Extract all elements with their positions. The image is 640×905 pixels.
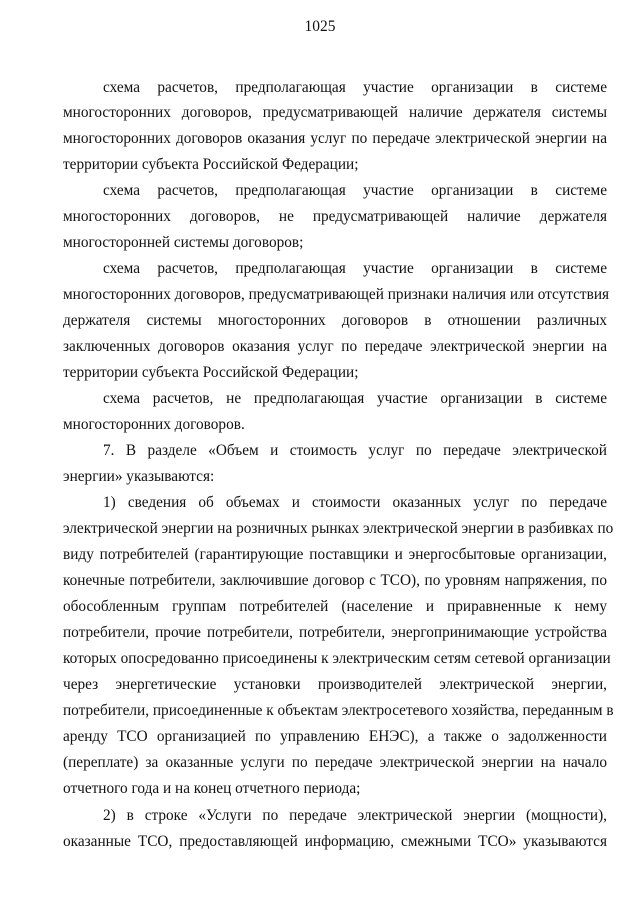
text-line: многосторонних договоров, не предусматривающей наличие держателя	[63, 208, 607, 225]
text-line: оказанные ТСО, предоставляющей информацию, смежными ТСО» указываются	[63, 833, 607, 850]
text-line: которых опосредованно присоединены к электрическим сетям сетевой организации	[63, 650, 611, 667]
text-line: 1) сведения об объемах и стоимости оказанных услуг по передаче	[103, 494, 607, 511]
text-line: держателя системы многосторонних договоров в отношении различных	[63, 312, 607, 329]
page-number: 1025	[304, 18, 336, 35]
text-line: энергии» указываются:	[63, 468, 215, 485]
text-line: конечные потребители, заключившие договор с ТСО), по уровням напряжения, по	[63, 572, 607, 589]
text-line: через энергетические установки производителей электрической энергии,	[63, 676, 607, 693]
text-line: территории субъекта Российской Федерации;	[63, 156, 359, 173]
text-line: 7. В разделе «Объем и стоимость услуг по передаче электрической	[103, 442, 607, 459]
text-line: схема расчетов, предполагающая участие организации в системе	[103, 182, 607, 199]
text-line: потребители, прочие потребители, потребители, энергопринимающие устройства	[63, 624, 607, 641]
text-line: многосторонних договоров оказания услуг по передаче электрической энергии на	[63, 130, 607, 147]
text-line: схема расчетов, предполагающая участие организации в системе	[103, 260, 607, 277]
text-line: потребители, присоединенные к объектам электросетевого хозяйства, переданным в	[63, 702, 614, 719]
text-line: многосторонней системы договоров;	[63, 234, 304, 251]
text-line: многосторонних договоров, предусматривающей признаки наличия или отсутствия	[63, 286, 610, 303]
text-line: территории субъекта Российской Федерации;	[63, 364, 359, 381]
text-line: электрической энергии на розничных рынках электрической энергии в разбивках по	[63, 520, 614, 537]
text-line: виду потребителей (гарантирующие поставщики и энергосбытовые организации,	[63, 546, 607, 563]
text-line: 2) в строке «Услуги по передаче электрической энергии (мощности),	[103, 807, 607, 824]
text-line: многосторонних договоров.	[63, 416, 245, 433]
text-line: схема расчетов, не предполагающая участие организации в системе	[103, 390, 607, 407]
text-line: аренду ТСО организацией по управлению ЕНЭС), а также о задолженности	[63, 728, 607, 745]
text-line: заключенных договоров оказания услуг по передаче электрической энергии на	[63, 338, 607, 355]
text-line: отчетного года и на конец отчетного периода;	[63, 780, 361, 797]
text-line: обособленным группам потребителей (население и приравненные к нему	[63, 598, 607, 615]
text-line: (переплате) за оказанные услуги по передаче электрической энергии на начало	[63, 754, 607, 771]
text-line: схема расчетов, предполагающая участие организации в системе	[103, 79, 607, 96]
text-line: многосторонних договоров, предусматривающей наличие держателя системы	[63, 104, 607, 121]
